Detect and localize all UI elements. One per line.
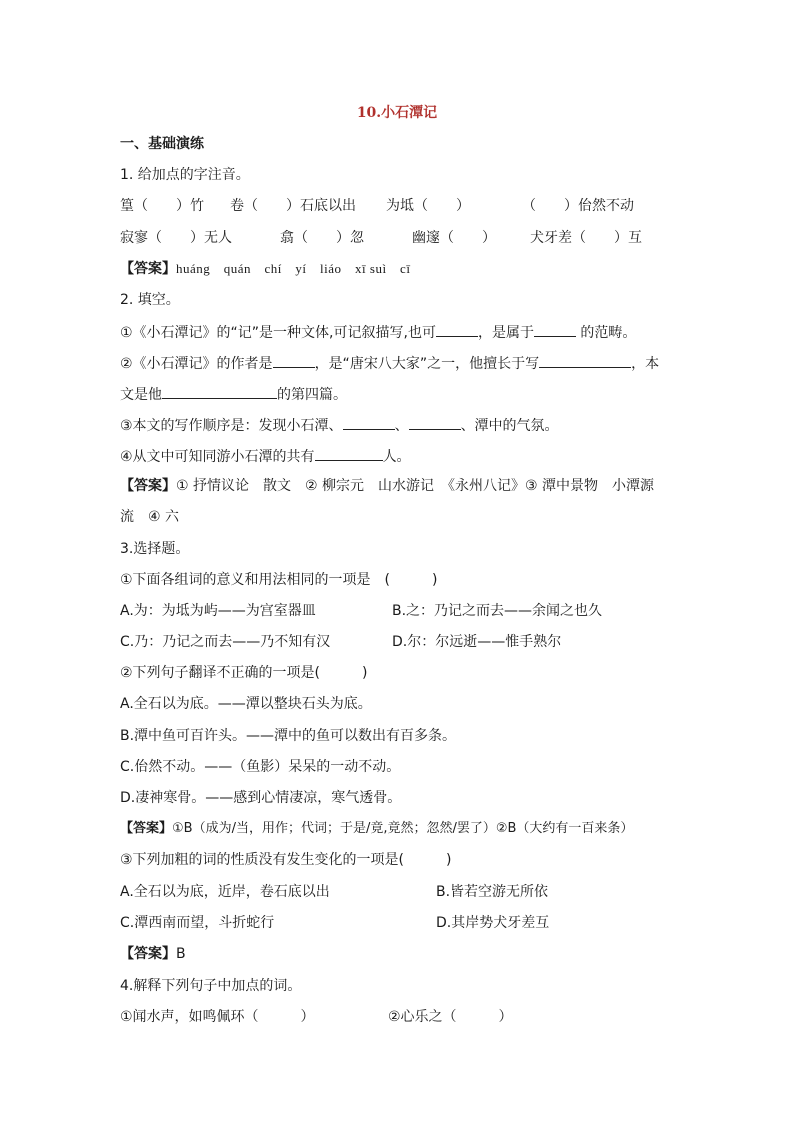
question-2-line-4 bbox=[120, 415, 559, 433]
option-b: B.皆若空游无所依 bbox=[436, 884, 549, 900]
question-2-line-2 bbox=[120, 353, 659, 371]
text: ②《小石潭记》的作者是 bbox=[120, 356, 273, 372]
text: ，是“唐宋八大家”之一，他擅长于写 bbox=[314, 356, 540, 372]
question-3-prompt: 3.选择题。 bbox=[120, 541, 190, 557]
section-heading: 一、基础演练 bbox=[120, 136, 204, 152]
question-2-line-5 bbox=[120, 446, 411, 464]
question-3-sub-2: ②下列句子翻译不正确的一项是( ) bbox=[120, 665, 368, 681]
text: 的第四篇。 bbox=[277, 387, 347, 403]
question-1-row-2 bbox=[120, 229, 680, 247]
answer-label: 【答案】 bbox=[120, 946, 176, 962]
text: ①《小石潭记》的“记”是一种文体,可记叙描写,也可 bbox=[120, 325, 436, 341]
question-2-answer bbox=[120, 477, 654, 495]
answer-text: B bbox=[176, 946, 186, 962]
answer-text: huáng quán chí yí liáo xī suì cī bbox=[176, 261, 411, 276]
option-c: C.乃：乃记之而去——乃不知有汉 bbox=[120, 634, 331, 650]
option-a: A.为：为坻为屿——为宫室器皿 bbox=[120, 603, 316, 619]
question-3-sub-3-options-cd bbox=[120, 914, 680, 932]
fill-blank[interactable] bbox=[534, 322, 576, 337]
q4-item-1: ①闻水声，如鸣佩环（ ） bbox=[120, 1009, 315, 1025]
fill-blank[interactable] bbox=[436, 322, 478, 337]
answer-text: ① 抒情议论 散文 ② 柳宗元 山水游记 《永州八记》③ 潭中景物 小潭源 bbox=[176, 478, 655, 494]
option-a: A.全石以为底，近岸，卷石底以出 bbox=[120, 884, 330, 900]
option-d: D.尔：尔远逝——惟手熟尔 bbox=[392, 634, 562, 650]
option-a: A.全石以为底。——潭以整块石头为底。 bbox=[120, 696, 372, 712]
text: ，是属于 bbox=[477, 325, 534, 341]
question-1-answer bbox=[120, 260, 410, 278]
text: ，本 bbox=[631, 356, 660, 372]
question-3-sub-1: ①下面各组词的意义和用法相同的一项是 ( ) bbox=[120, 572, 438, 588]
question-3-sub-3-options-ab bbox=[120, 883, 680, 901]
question-2-answer-cont: 流 ④ 六 bbox=[120, 509, 180, 525]
question-4-prompt: 4.解释下列句子中加点的词。 bbox=[120, 978, 302, 994]
option-d: D.其岸势犬牙差互 bbox=[436, 915, 550, 931]
page-title: 10.小石潭记 bbox=[356, 105, 438, 121]
question-3-sub-1-options-cd bbox=[120, 633, 680, 651]
answer-text: ①B（成为/当，用作；代词；于是/竟,竟然；忽然/罢了）②B（大约有一百来条） bbox=[172, 821, 634, 836]
q1-item: 犬牙差（ ）互 bbox=[530, 230, 642, 246]
q1-item: 幽邃（ ） bbox=[412, 230, 496, 246]
answer-label: 【答案】 bbox=[120, 478, 176, 494]
question-3-answer-3 bbox=[120, 945, 186, 963]
q1-item: 翕（ ）忽 bbox=[280, 230, 364, 246]
q1-item: （ ）佁然不动 bbox=[522, 198, 634, 214]
q1-item: 篁（ ）竹 bbox=[120, 198, 204, 214]
fill-blank[interactable] bbox=[162, 384, 277, 399]
option-d: D.凄神寒骨。——感到心情凄凉，寒气透骨。 bbox=[120, 790, 402, 806]
fill-blank[interactable] bbox=[539, 353, 631, 368]
text: 、 bbox=[394, 418, 409, 434]
fill-blank[interactable] bbox=[343, 415, 395, 430]
fill-blank[interactable] bbox=[315, 446, 383, 461]
option-b: B.之：乃记之而去——余闻之也久 bbox=[392, 603, 603, 619]
text: ③本文的写作顺序是：发现小石潭、 bbox=[120, 418, 343, 434]
text: 文是他 bbox=[120, 387, 162, 403]
text: ④从文中可知同游小石潭的共有 bbox=[120, 449, 315, 465]
q1-item: 为坻（ ） bbox=[386, 198, 470, 214]
question-1-row-1 bbox=[120, 197, 680, 215]
q1-item: 卷（ ）石底以出 bbox=[230, 198, 356, 214]
answer-label: 【答案】 bbox=[120, 261, 176, 277]
question-3-answer-12 bbox=[120, 820, 633, 838]
text: 的范畴。 bbox=[575, 325, 637, 341]
q1-item: 寂寥（ ）无人 bbox=[120, 230, 232, 246]
fill-blank[interactable] bbox=[409, 415, 461, 430]
question-2-line-3 bbox=[120, 384, 347, 402]
q4-item-2: ②心乐之（ ） bbox=[388, 1009, 513, 1025]
option-c: C.潭西南而望，斗折蛇行 bbox=[120, 915, 275, 931]
option-c: C.佁然不动。——（鱼影）呆呆的一动不动。 bbox=[120, 759, 401, 775]
text: 人。 bbox=[382, 449, 411, 465]
question-2-line-1 bbox=[120, 322, 636, 340]
question-1-prompt: 1. 给加点的字注音。 bbox=[120, 167, 250, 183]
question-2-prompt: 2. 填空。 bbox=[120, 292, 180, 308]
text: 、潭中的气氛。 bbox=[460, 418, 559, 434]
option-b: B.潭中鱼可百许头。——潭中的鱼可以数出有百多条。 bbox=[120, 728, 457, 744]
question-3-sub-3: ③下列加粗的词的性质没有发生变化的一项是( ) bbox=[120, 852, 452, 868]
fill-blank[interactable] bbox=[273, 353, 315, 368]
question-3-sub-1-options-ab bbox=[120, 602, 680, 620]
question-4-items bbox=[120, 1008, 680, 1026]
answer-label: 【答案】 bbox=[120, 821, 173, 836]
